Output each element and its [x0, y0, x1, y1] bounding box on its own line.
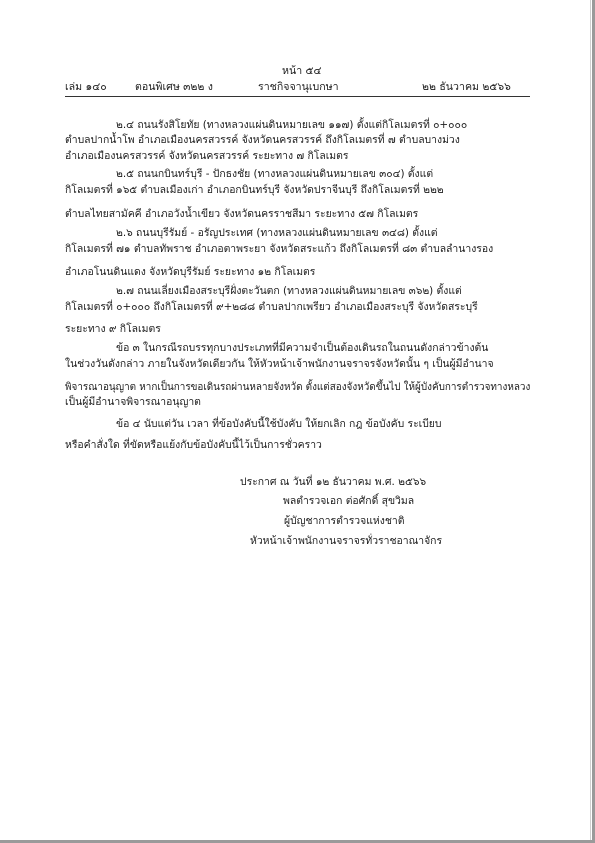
section-2-4-line-2: ตำบลปากน้ำโพ อำเภอเมืองนครสวรรค์ จังหวัดนครสวรรค์ ถึงกิโลเมตรที่ ๗ ตำบลบางม่วง [65, 134, 460, 146]
announcement-date: ประกาศ ณ วันที่ ๑๒ ธันวาคม พ.ศ. ๒๕๖๖ [240, 476, 427, 488]
section-2-7-line-1: ๒.๗ ถนนเลี่ยงเมืองสระบุรีฝั่งตะวันตก (ทางหลวงแผ่นดินหมายเลข ๓๖๒) ตั้งแต่ [116, 285, 462, 297]
volume-label: เล่ม ๑๔๐ [65, 81, 107, 93]
clause-4-line-1: ข้อ ๔ นับแต่วัน เวลา ที่ข้อบังคับนี้ใช้บังคับ ให้ยกเลิก กฎ ข้อบังคับ ระเบียบ [116, 418, 442, 430]
section-2-7-line-2: กิโลเมตรที่ ๐+๐๐๐ ถึงกิโลเมตรที่ ๙+๒๘๘ ตำบลปากเพรียว อำเภอเมืองสระบุรี จังหวัดสระบุรี [65, 301, 478, 313]
section-2-4-line-1: ๒.๔ ถนนรังสิโยทัย (ทางหลวงแผ่นดินหมายเลข ๑๑๗) ตั้งแต่กิโลเมตรที่ ๐+๐๐๐ [116, 119, 468, 131]
clause-3-line-3: พิจารณาอนุญาต หากเป็นการขอเดินรถผ่านหลายจังหวัด ตั้งแต่สองจังหวัดขึ้นไป ให้ผู้บังคับการตำรวจทางหลวง [65, 381, 531, 393]
special-issue-label: ตอนพิเศษ ๓๒๒ ง [135, 81, 213, 93]
signatory-position-2: หัวหน้าเจ้าพนักงานจราจรทั่วราชอาณาจักร [250, 535, 443, 547]
signatory-position-1: ผู้บัญชาการตำรวจแห่งชาติ [284, 515, 405, 527]
section-2-5-line-1: ๒.๕ ถนนกบินทร์บุรี - ปักธงชัย (ทางหลวงแผ่นดินหมายเลข ๓๐๔) ตั้งแต่ [116, 168, 434, 180]
section-2-5-line-3: ตำบลไทยสามัคคี อำเภอวังน้ำเขียว จังหวัดนครราชสีมา ระยะทาง ๕๗ กิโลเมตร [65, 208, 419, 220]
gazette-name: ราชกิจจานุเบกษา [258, 81, 339, 93]
page-edge-right-inner [590, 0, 591, 843]
signatory-name: พลตำรวจเอก ต่อศักดิ์ สุขวิมล [283, 495, 415, 507]
clause-4-line-2: หรือคำสั่งใด ที่ขัดหรือแย้งกับข้อบังคับนี้ไว้เป็นการชั่วคราว [65, 439, 322, 451]
section-2-4-line-3: อำเภอเมืองนครสวรรค์ จังหวัดนครสวรรค์ ระยะทาง ๗ กิโลเมตร [65, 150, 349, 162]
section-2-5-line-2: กิโลเมตรที่ ๑๖๕ ตำบลเมืองเก่า อำเภอกบินทร์บุรี จังหวัดปราจีนบุรี ถึงกิโลเมตรที่ ๒๒๒ [65, 184, 444, 196]
gazette-date: ๒๒ ธันวาคม ๒๕๖๖ [422, 81, 511, 93]
clause-3-line-2: ในช่วงวันดังกล่าว ภายในจังหวัดเดียวกัน ให้หัวหน้าเจ้าพนักงานจราจรจังหวัดนั้น ๆ เป็นผู้มีอำนาจ [65, 358, 494, 370]
clause-3-line-1: ข้อ ๓ ในกรณีรถบรรทุกบางประเภทที่มีความจำเป็นต้องเดินรถในถนนดังกล่าวข้างต้น [116, 342, 489, 354]
header-rule [65, 96, 530, 97]
section-2-6-line-3: อำเภอโนนดินแดง จังหวัดบุรีรัมย์ ระยะทาง ๑๒ กิโลเมตร [65, 266, 316, 278]
section-2-6-line-2: กิโลเมตรที่ ๗๑ ตำบลทัพราช อำเภอตาพระยา จังหวัดสระแก้ว ถึงกิโลเมตรที่ ๘๓ ตำบลลำนางรอง [65, 243, 494, 255]
section-2-6-line-1: ๒.๖ ถนนบุรีรัมย์ - อรัญประเทศ (ทางหลวงแผ่นดินหมายเลข ๓๔๘) ตั้งแต่ [116, 227, 438, 239]
page-number: หน้า ๕๔ [282, 65, 322, 77]
clause-3-line-4: เป็นผู้มีอำนาจพิจารณาอนุญาต [65, 396, 201, 408]
section-2-7-line-3: ระยะทาง ๙ กิโลเมตร [65, 323, 161, 335]
